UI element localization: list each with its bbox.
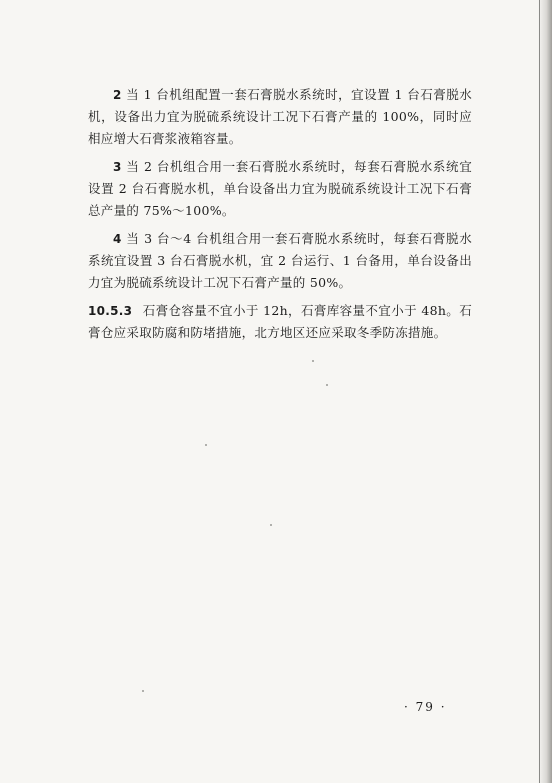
page-number: · 79 · bbox=[404, 700, 447, 714]
page-edge bbox=[539, 0, 540, 783]
clause-number: 10.5.3 bbox=[88, 304, 133, 318]
scan-speck bbox=[205, 444, 207, 446]
item-2 bbox=[88, 84, 472, 150]
item-number: 4 bbox=[113, 232, 122, 246]
scan-speck bbox=[142, 690, 144, 692]
clause-10-5-3 bbox=[88, 300, 472, 344]
item-number: 2 bbox=[113, 88, 122, 102]
scan-speck bbox=[270, 524, 272, 526]
item-text: 当 1 台机组配置一套石膏脱水系统时，宜设置 1 台石膏脱水机，设备出力宜为脱硫系统设计工况下石膏产量的 100%，同时应相应增大石膏浆液箱容量。 bbox=[88, 87, 472, 146]
clause-text: 石膏仓容量不宜小于 12h，石膏库容量不宜小于 48h。石膏仓应采取防腐和防堵措施，北方地区还应采取冬季防冻措施。 bbox=[88, 303, 472, 340]
item-3 bbox=[88, 156, 472, 222]
item-text: 当 2 台机组合用一套石膏脱水系统时，每套石膏脱水系统宜设置 2 台石膏脱水机，单台设备出力宜为脱硫系统设计工况下石膏总产量的 75%～100%。 bbox=[88, 159, 472, 218]
page-shadow bbox=[538, 0, 552, 783]
scan-speck bbox=[326, 384, 328, 386]
item-4 bbox=[88, 228, 472, 294]
scan-speck bbox=[312, 360, 314, 362]
item-number: 3 bbox=[113, 160, 122, 174]
item-text: 当 3 台～4 台机组合用一套石膏脱水系统时，每套石膏脱水系统宜设置 3 台石膏脱水机，宜 2 台运行、1 台备用，单台设备出力宜为脱硫系统设计工况下石膏产量的 50%。 bbox=[88, 231, 473, 290]
document-body bbox=[88, 84, 472, 350]
